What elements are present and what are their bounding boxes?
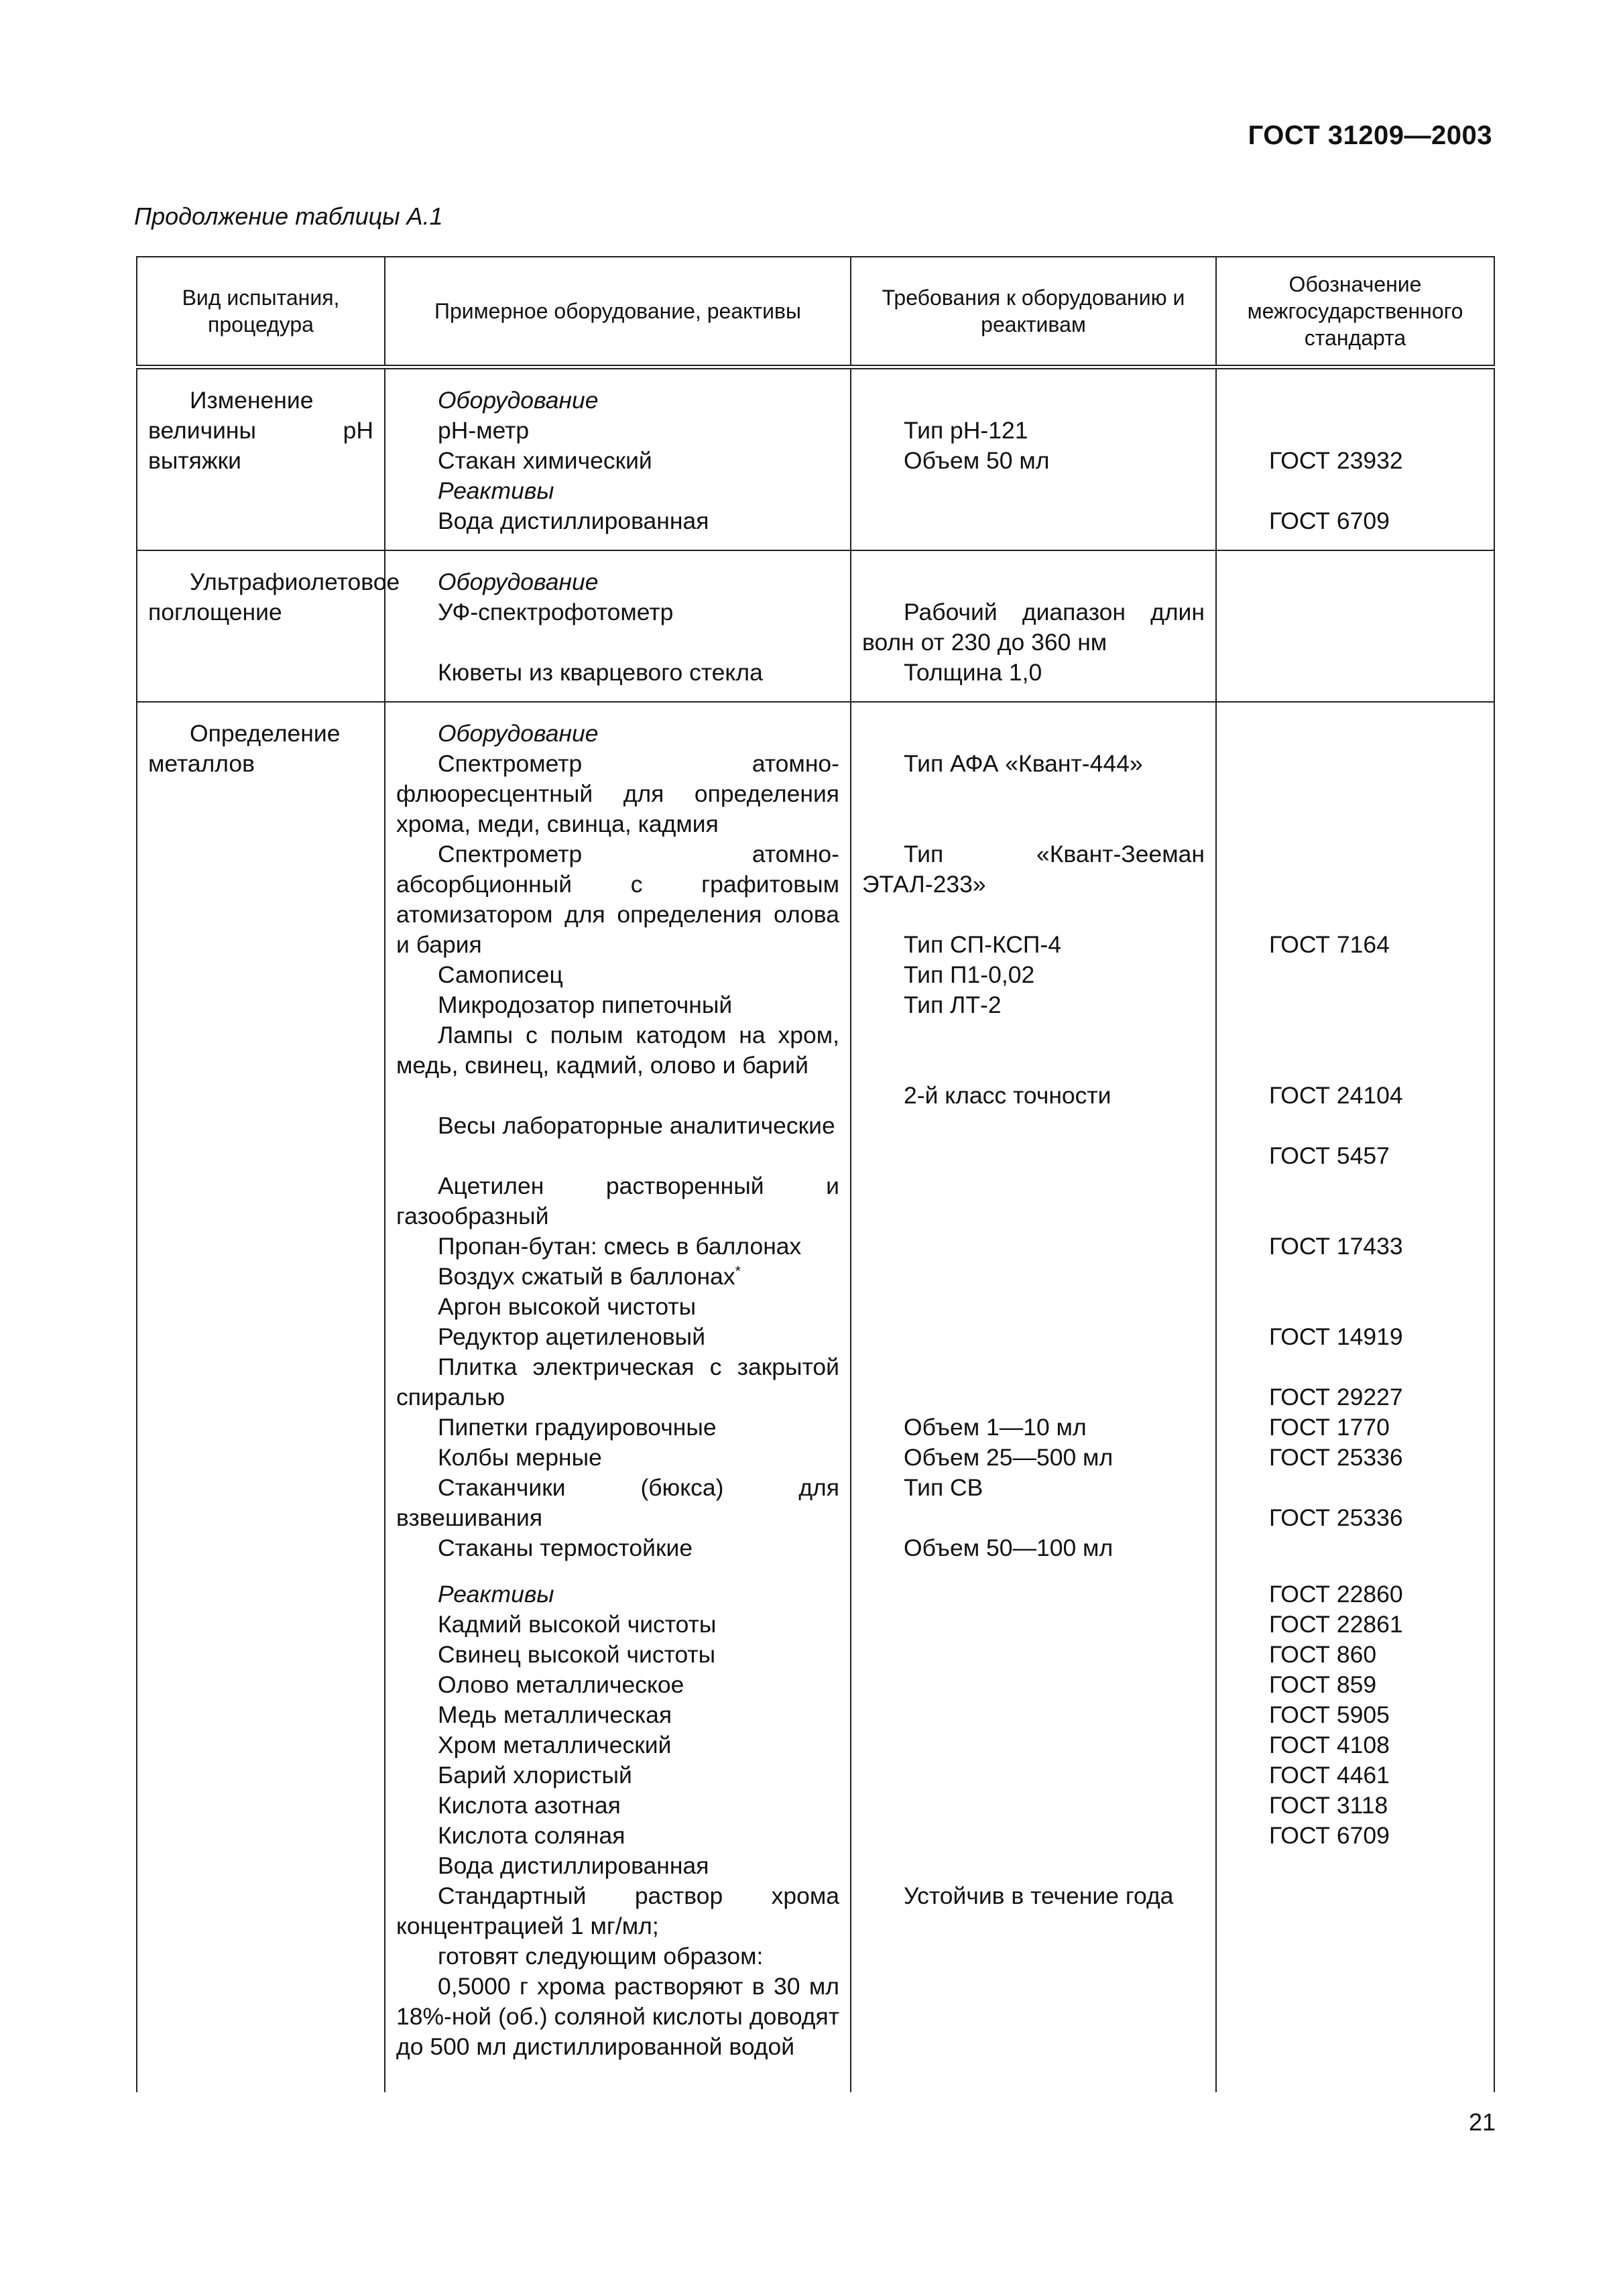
table-header-row <box>137 257 1494 367</box>
equipment-item: Плитка электрическая с закрытой спиралью <box>396 1353 839 1410</box>
standard-ref: ГОСТ 22861 <box>1269 1611 1403 1638</box>
test-cell <box>137 367 385 551</box>
standard-ref: ГОСТ 860 <box>1269 1641 1377 1668</box>
standard-ref: ГОСТ 22860 <box>1269 1581 1403 1608</box>
column-header-requirements: Требования к оборудованию и реактивам <box>851 257 1216 367</box>
reagent-item: Вода дистиллированная <box>438 1852 709 1879</box>
equipment-cell <box>385 702 851 2092</box>
standard-ref: ГОСТ 859 <box>1269 1671 1377 1698</box>
equipment-cell <box>385 550 851 702</box>
equipment-item: Аргон высокой чистоты <box>438 1293 697 1320</box>
column-header-equipment: Примерное оборудование, реактивы <box>385 257 851 367</box>
requirement-text: Тип ЛТ-2 <box>904 991 1002 1018</box>
standard-ref: ГОСТ 4461 <box>1269 1762 1390 1789</box>
requirement-text: 2-й класс точности <box>904 1082 1111 1109</box>
equipment-item: Спектрометр атомно-абсорбционный с графитовым атомизатором для определения олова и бария <box>396 841 839 958</box>
equipment-item: Ацетилен растворенный и газообразный <box>396 1172 839 1229</box>
standard-ref: ГОСТ 6709 <box>1269 1822 1390 1849</box>
table-row <box>137 367 1494 551</box>
test-cell <box>137 550 400 702</box>
requirement-text: Тип АФА «Квант-444» <box>904 750 1143 777</box>
section-label: Реактивы <box>438 477 554 504</box>
equipment-item <box>396 1262 839 1292</box>
equipment-item: Стакан химический <box>438 447 652 474</box>
equipment-item: УФ-спектрофотометр <box>438 599 674 625</box>
equipment-item: Стаканчики (бюкса) для взвешивания <box>396 1474 839 1531</box>
requirement-text: Толщина 1,0 <box>904 659 1042 686</box>
reagent-item: Кислота азотная <box>438 1792 621 1819</box>
requirements-cell <box>851 702 1216 2092</box>
requirement-text: Устойчив в течение года <box>904 1882 1174 1909</box>
equipment-item: Редуктор ацетиленовый <box>438 1323 706 1350</box>
test-name: Определение металлов <box>148 720 341 777</box>
standard-ref: ГОСТ 5905 <box>1269 1701 1390 1728</box>
reagent-item: Медь металлическая <box>438 1701 672 1728</box>
table-row <box>137 550 1494 702</box>
requirement-text: Объем 50 мл <box>904 447 1050 474</box>
equipment-item: Микродозатор пипеточный <box>438 991 733 1018</box>
requirements-table <box>136 256 1495 2092</box>
reagent-item: Кадмий высокой чистоты <box>438 1611 717 1638</box>
equipment-item: Весы лабораторные аналитические <box>438 1112 835 1139</box>
section-label: Оборудование <box>438 568 599 595</box>
requirement-text: Тип СВ <box>904 1474 983 1501</box>
test-name: Ультрафиолетовое поглощение <box>148 568 400 625</box>
page-number: 21 <box>1468 2108 1496 2136</box>
preparation-text: 0,5000 г хрома растворяют в 30 мл 18%-ной (об.) соляной кислоты доводят до 500 мл дистиллированной водой <box>396 1973 839 2060</box>
standard-ref: ГОСТ 7164 <box>1269 931 1390 958</box>
column-header-standard: Обозначение межгосударственного стандарта <box>1216 257 1494 367</box>
standard-ref: ГОСТ 14919 <box>1269 1323 1403 1350</box>
standard-ref: ГОСТ 4108 <box>1269 1732 1390 1758</box>
equipment-cell <box>385 367 851 551</box>
preparation-text: готовят следующим образом: <box>438 1943 764 1970</box>
reagent-item: Вода дистиллированная <box>438 507 709 534</box>
equipment-item: Кюветы из кварцевого стекла <box>438 659 763 686</box>
equipment-item: pH-метр <box>438 417 530 444</box>
standard-ref: ГОСТ 17433 <box>1269 1233 1403 1260</box>
reagent-item: Хром металлический <box>438 1732 672 1758</box>
requirement-text: Объем 25—500 мл <box>904 1444 1114 1471</box>
standard-ref: ГОСТ 5457 <box>1269 1142 1390 1169</box>
requirements-cell <box>851 550 1216 702</box>
table-row <box>137 702 1494 2092</box>
column-header-test: Вид испытания, процедура <box>137 257 385 367</box>
reagent-item: Олово металлическое <box>438 1671 684 1698</box>
test-cell <box>137 702 385 2092</box>
standard-ref: ГОСТ 25336 <box>1269 1504 1403 1531</box>
requirement-text: Рабочий диапазон длин волн от 230 до 360 нм <box>862 599 1205 656</box>
standard-ref: ГОСТ 24104 <box>1269 1082 1403 1109</box>
standard-ref: ГОСТ 1770 <box>1269 1414 1390 1441</box>
standard-ref: ГОСТ 23932 <box>1269 447 1403 474</box>
section-label: Оборудование <box>438 720 599 747</box>
requirement-text: Тип СП-КСП-4 <box>904 931 1062 958</box>
requirement-text: Тип П1-0,02 <box>904 961 1035 988</box>
standard-designation: ГОСТ 31209—2003 <box>1248 121 1492 150</box>
reagent-item: Стандартный раствор хрома концентрацией 1 мг/мл; <box>396 1882 839 1939</box>
footnote-mark: * <box>735 1263 741 1280</box>
equipment-item: Пропан-бутан: смесь в баллонах <box>438 1233 802 1260</box>
standard-cell <box>1216 702 1494 2092</box>
standard-cell <box>1216 550 1494 702</box>
requirement-text: Тип «Квант-Зееман ЭТАЛ-233» <box>862 841 1205 898</box>
standard-ref: ГОСТ 6709 <box>1269 507 1390 534</box>
equipment-item: Стаканы термостойкие <box>438 1534 693 1561</box>
standard-ref: ГОСТ 3118 <box>1269 1792 1388 1819</box>
equipment-item: Колбы мерные <box>438 1444 602 1471</box>
reagent-item: Барий хлористый <box>438 1762 632 1789</box>
section-label: Оборудование <box>438 387 599 414</box>
requirements-cell <box>851 367 1216 551</box>
requirement-text: Объем 1—10 мл <box>904 1414 1087 1441</box>
equipment-item: Пипетки градуировочные <box>438 1414 717 1441</box>
test-name: Изменение величины pH вытяжки <box>148 387 373 474</box>
equipment-item-text: Воздух сжатый в баллонах <box>438 1263 735 1290</box>
standard-cell <box>1216 367 1494 551</box>
reagent-item: Свинец высокой чистоты <box>438 1641 716 1668</box>
standard-ref: ГОСТ 25336 <box>1269 1444 1403 1471</box>
equipment-item: Спектрометр атомно-флюоресцентный для определения хрома, меди, свинца, кадмия <box>396 750 839 837</box>
requirement-text: Объем 50—100 мл <box>904 1534 1114 1561</box>
equipment-item: Самописец <box>438 961 563 988</box>
requirement-text: Тип pH-121 <box>904 417 1028 444</box>
standard-ref: ГОСТ 29227 <box>1269 1384 1403 1410</box>
reagent-item: Кислота соляная <box>438 1822 625 1849</box>
table-caption: Продолжение таблицы А.1 <box>134 202 443 230</box>
section-label: Реактивы <box>438 1581 554 1608</box>
equipment-item: Лампы с полым катодом на хром, медь, свинец, кадмий, олово и барий <box>396 1022 839 1079</box>
